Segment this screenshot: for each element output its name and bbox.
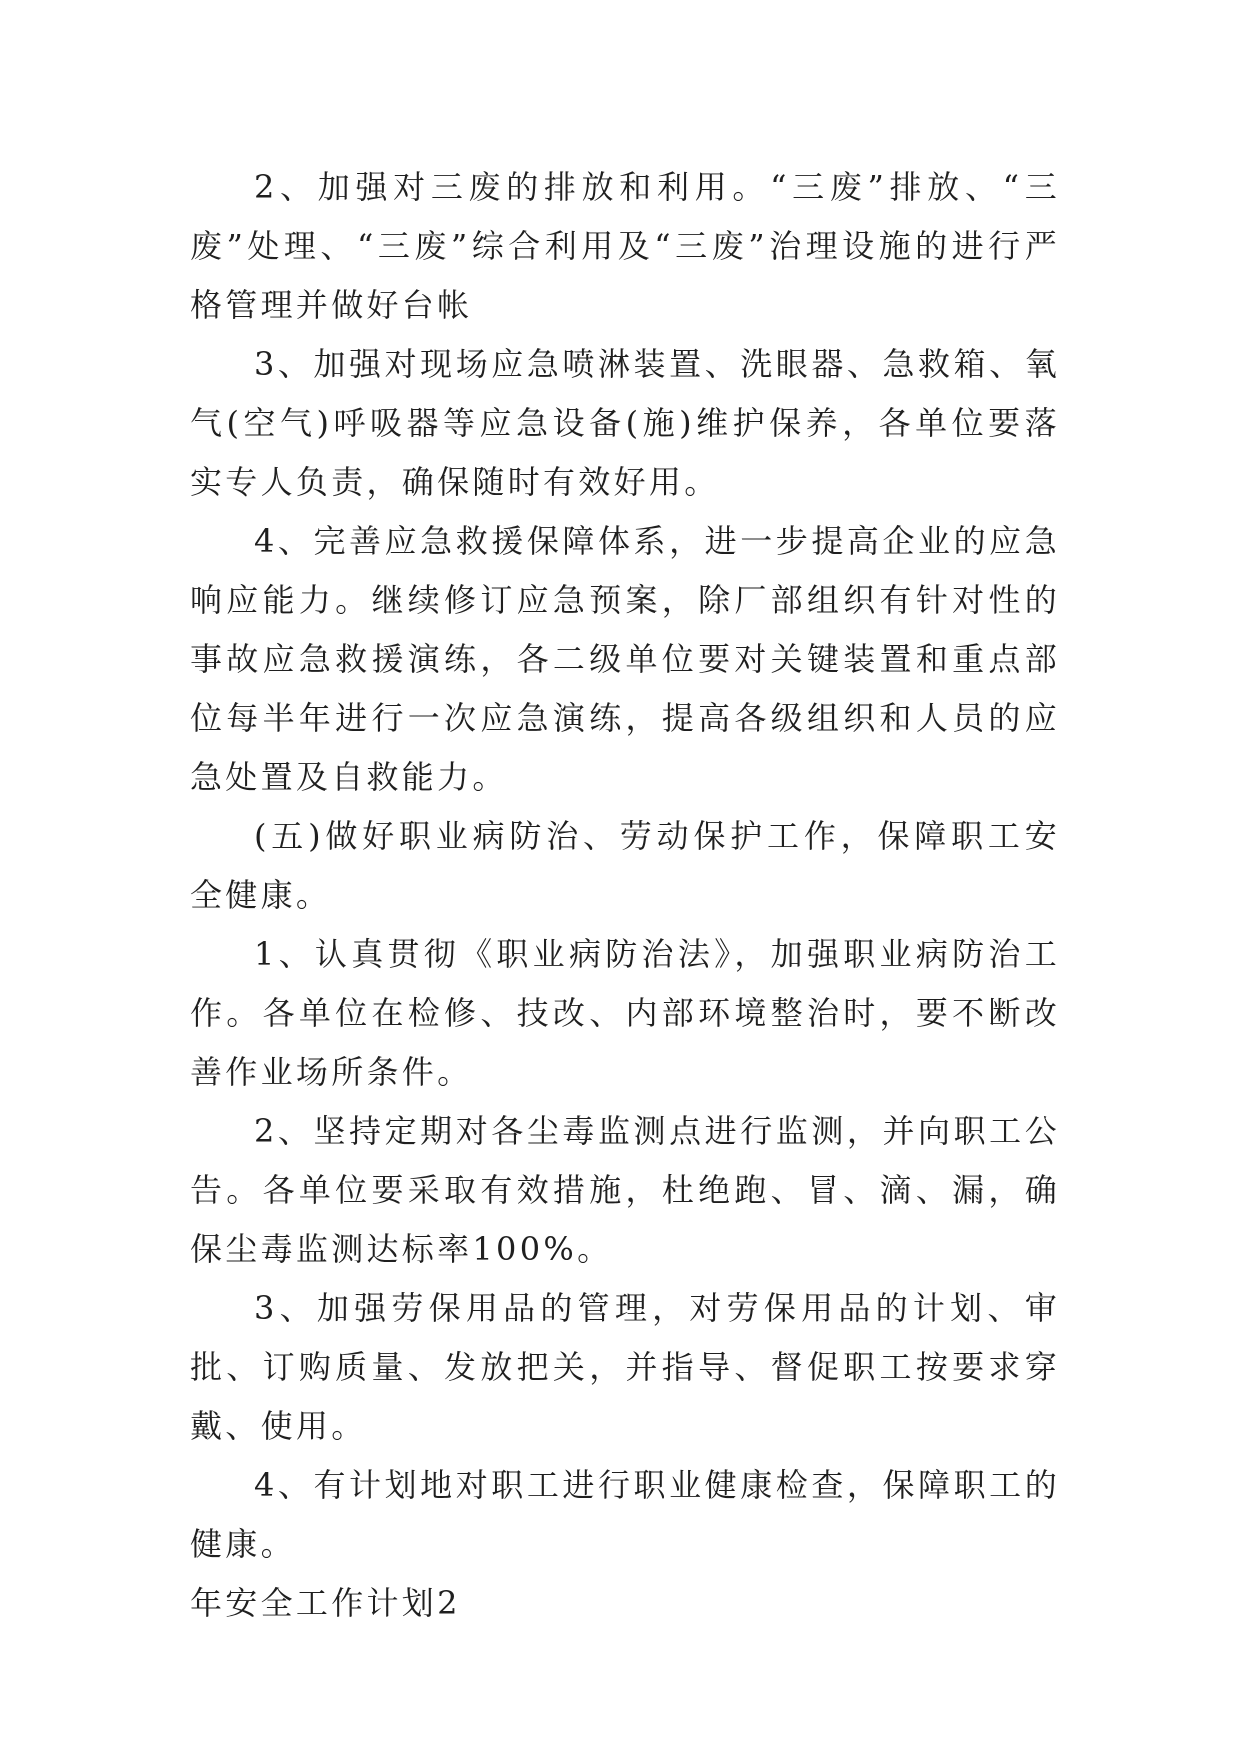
paragraph-protective-equipment: 3、加强劳保用品的管理，对劳保用品的计划、审批、订购质量、发放把关，并指导、督促职工按要求穿戴、使用。	[190, 1289, 1060, 1445]
paragraph-occupational-disease-law: 1、认真贯彻《职业病防治法》，加强职业病防治工作。各单位在检修、技改、内部环境整治时，要不断改善作业场所条件。	[190, 935, 1060, 1091]
paragraph-dust-monitoring: 2、坚持定期对各尘毒监测点进行监测，并向职工公告。各单位要采取有效措施，杜绝跑、冒、滴、漏，确保尘毒监测达标率100%。	[190, 1112, 1060, 1268]
paragraph-emergency-equipment: 3、加强对现场应急喷淋装置、洗眼器、急救箱、氧气(空气)呼吸器等应急设备(施)维护保养，各单位要落实专人负责，确保随时有效好用。	[190, 345, 1060, 501]
paragraph-section-five-heading: (五)做好职业病防治、劳动保护工作，保障职工安全健康。	[190, 817, 1060, 914]
paragraph-emergency-rescue: 4、完善应急救援保障体系，进一步提高企业的应急响应能力。继续修订应急预案，除厂部组织有针对性的事故应急救援演练，各二级单位要对关键装置和重点部位每半年进行一次应急演练，提高各级组织和人员的应急处置及自救能力。	[190, 522, 1060, 796]
paragraph-waste-management: 2、加强对三废的排放和利用。“三废”排放、“三废”处理、“三废”综合利用及“三废”治理设施的进行严格管理并做好台帐	[190, 168, 1060, 324]
document-body	[190, 158, 1060, 1633]
section-title: 年安全工作计划2	[190, 1584, 461, 1622]
paragraph-health-check: 4、有计划地对职工进行职业健康检查，保障职工的健康。	[190, 1466, 1060, 1563]
